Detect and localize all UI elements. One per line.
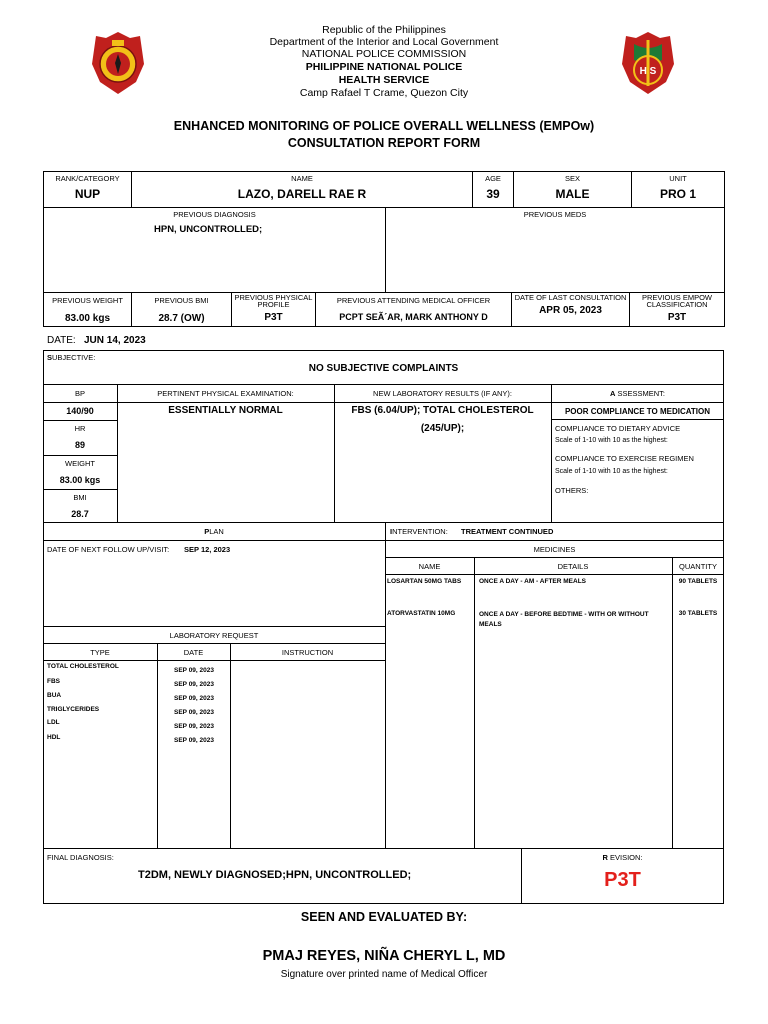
final-diagnosis-value: T2DM, NEWLY DIAGNOSED;HPN, UNCONTROLLED; (138, 869, 412, 881)
labreq-col-instruction: INSTRUCTION (281, 648, 334, 657)
exercise-label: COMPLIANCE TO EXERCISE REGIMEN (555, 454, 694, 463)
form-title-1: ENHANCED MONITORING OF POLICE OVERALL WELLNESS (EMPOw) (173, 119, 595, 133)
bp-value: 140/90 (66, 406, 94, 416)
prev-last-cell: DATE OF LAST CONSULTATION APR 05, 2023 (512, 293, 630, 327)
header-line-5: HEALTH SERVICE (338, 74, 430, 86)
subjective-value: NO SUBJECTIVE COMPLAINTS (308, 363, 459, 374)
age-cell: AGE 39 (473, 172, 514, 208)
labreq-col-date: DATE (183, 648, 204, 657)
signature-caption: Signature over printed name of Medical Officer (280, 969, 488, 980)
date-value: JUN 14, 2023 (84, 335, 146, 346)
labs-label: NEW LABORATORY RESULTS (IF ANY): (373, 389, 512, 398)
labreq-row-4-date: SEP 09, 2023 (174, 709, 214, 716)
labreq-row-6-date: SEP 09, 2023 (174, 737, 214, 744)
assessment-value: POOR COMPLIANCE TO MEDICATION (564, 407, 711, 416)
prev-last-value: APR 05, 2023 (539, 305, 602, 316)
labreq-row-2-type: FBS (47, 678, 60, 685)
labs-value-line-1: FBS (6.04/UP); TOTAL CHOLESTEROL (351, 405, 534, 416)
prev-profile-cell: PREVIOUS PHYSICAL PROFILE P3T (232, 293, 316, 327)
prev-class-cell: PREVIOUS EMPOW CLASSIFICATION P3T (630, 293, 725, 327)
sex-cell: SEX MALE (514, 172, 632, 208)
medicines-col-name: NAME (418, 562, 441, 571)
medicines-header: MEDICINES (533, 545, 576, 554)
medicines-col-qty: QUANTITY (679, 562, 717, 571)
followup-label: DATE OF NEXT FOLLOW UP/VISIT: (47, 545, 170, 554)
labreq-col-type: TYPE (90, 648, 110, 657)
unit-value: PRO 1 (659, 187, 696, 201)
previous-meds-cell: PREVIOUS MEDS (386, 208, 725, 293)
hr-value: 89 (74, 440, 85, 450)
header-line-3: NATIONAL POLICE COMMISSION (301, 48, 467, 60)
medicine-row-1-name: LOSARTAN 50MG TABS (387, 578, 462, 585)
exam-value: ESSENTIALLY NORMAL (168, 405, 283, 416)
bmi-value: 28.7 (71, 509, 89, 519)
exam-label: PERTINENT PHYSICAL EXAMINATION: (157, 389, 294, 398)
diet-label: COMPLIANCE TO DIETARY ADVICE (555, 424, 681, 433)
sex-value: MALE (555, 187, 590, 201)
plan-label: PLAN (204, 527, 224, 536)
followup-value: SEP 12, 2023 (184, 545, 231, 554)
hr-label: HR (74, 424, 86, 433)
labreq-row-2-date: SEP 09, 2023 (174, 681, 214, 688)
intervention-label: INTERVENTION: (390, 527, 448, 536)
intervention-value: TREATMENT CONTINUED (461, 527, 554, 536)
date-label: DATE: (47, 335, 76, 346)
labreq-row-1-type: TOTAL CHOLESTEROL (47, 663, 119, 670)
previous-diagnosis-cell: PREVIOUS DIAGNOSIS HPN, UNCONTROLLED; (44, 208, 386, 293)
bp-label: BP (74, 389, 85, 398)
labreq-row-6-type: HDL (47, 734, 61, 741)
prev-officer-value: PCPT SEÃ´AR, MARK ANTHONY D (339, 312, 488, 322)
logo-letters: H S (639, 66, 657, 77)
medical-officer-name: PMAJ REYES, NIÑA CHERYL L, MD (262, 948, 506, 964)
rank-cell: RANK/CATEGORY NUP (44, 172, 132, 208)
medicine-row-2-details: ONCE A DAY - BEFORE BEDTIME - WITH OR WITHOUT MEALS (479, 611, 649, 628)
labreq-row-3-type: BUA (47, 692, 62, 699)
final-diagnosis-label: FINAL DIAGNOSIS: (47, 853, 114, 862)
prev-weight-value: 83.00 kgs (64, 313, 111, 324)
revision-label: R EVISION: (602, 853, 643, 862)
medicines-col-details: DETAILS (557, 562, 589, 571)
weight-value: 83.00 kgs (59, 475, 101, 485)
patient-info-table (43, 171, 725, 208)
labreq-row-3-date: SEP 09, 2023 (174, 695, 214, 702)
prev-bmi-cell: PREVIOUS BMI 28.7 (OW) (132, 293, 232, 327)
header-line-2: Department of the Interior and Local Government (269, 36, 499, 48)
medicine-row-2-qty: 30 TABLETS (678, 610, 718, 617)
header-line-4: PHILIPPINE NATIONAL POLICE (305, 61, 463, 73)
bmi-label: BMI (73, 493, 87, 502)
name-value: LAZO, DARELL RAE R (237, 187, 367, 201)
medicine-row-1-details: ONCE A DAY - AM - AFTER MEALS (479, 578, 587, 585)
labreq-row-5-date: SEP 09, 2023 (174, 723, 214, 730)
labreq-header: LABORATORY REQUEST (169, 631, 259, 640)
subjective-label: SUBJECTIVE: (47, 353, 96, 362)
medicine-row-2-name: ATORVASTATIN 10MG (387, 610, 456, 617)
previous-table (43, 207, 725, 293)
prev-weight-cell: PREVIOUS WEIGHT 83.00 kgs (44, 293, 132, 327)
form-title-2: CONSULTATION REPORT FORM (287, 136, 481, 150)
prev-profile-value: P3T (264, 312, 283, 323)
header-line-6: Camp Rafael T Crame, Quezon City (299, 87, 469, 99)
revision-value: P3T (604, 869, 641, 891)
previous-diagnosis-value: HPN, UNCONTROLLED; (154, 224, 263, 235)
header-line-1: Republic of the Philippines (322, 24, 446, 36)
prev-class-value: P3T (667, 312, 687, 323)
prev-officer-cell: PREVIOUS ATTENDING MEDICAL OFFICER PCPT SEÃ´AR, MARK ANTHONY D (316, 293, 512, 327)
weight-label: WEIGHT (65, 459, 95, 468)
age-value: 39 (486, 187, 500, 201)
prev-bmi-value: 28.7 (OW) (158, 313, 205, 324)
diet-scale: Scale of 1-10 with 10 as the highest: (555, 437, 668, 444)
labreq-row-5-type: LDL (47, 719, 60, 726)
others-label: OTHERS: (555, 486, 589, 495)
unit-cell: UNIT PRO 1 (632, 172, 725, 208)
previous-stats-table (43, 292, 725, 327)
labs-value-line-2: (245/UP); (420, 423, 465, 434)
seen-evaluated-label: SEEN AND EVALUATED BY: (300, 910, 468, 924)
assessment-label: A SSESSMENT: (609, 389, 666, 398)
labreq-row-1-date: SEP 09, 2023 (174, 667, 214, 674)
medicine-row-1-qty: 90 TABLETS (678, 578, 718, 585)
rank-value: NUP (74, 187, 101, 201)
labreq-row-4-type: TRIGLYCERIDES (47, 706, 100, 713)
exercise-scale: Scale of 1-10 with 10 as the highest: (555, 468, 668, 475)
name-cell: NAME LAZO, DARELL RAE R (132, 172, 473, 208)
